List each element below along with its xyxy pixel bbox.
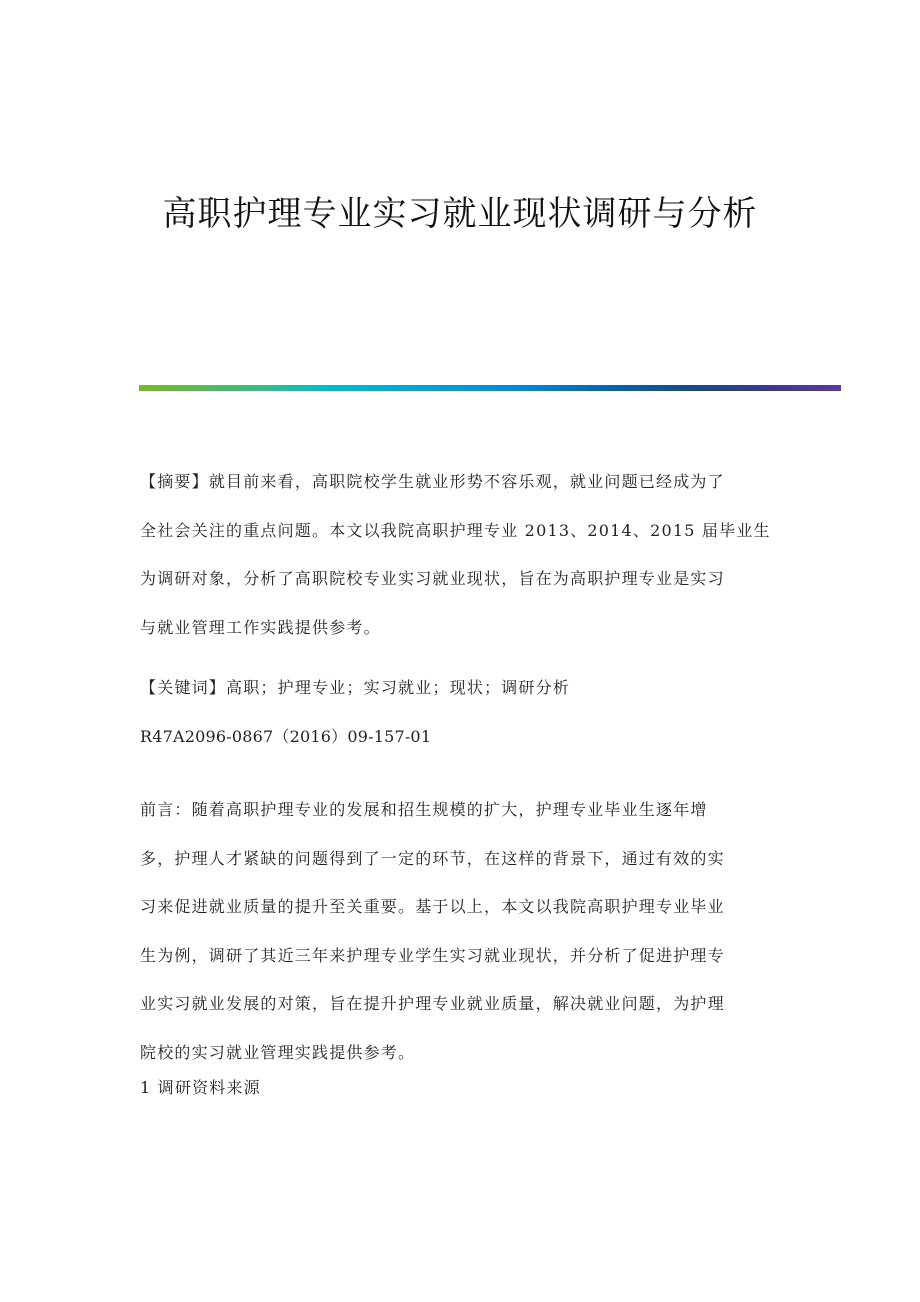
document-title: 高职护理专业实习就业现状调研与分析 [162, 194, 758, 234]
classification-code [140, 713, 780, 762]
preface-line: 习来促进就业质量的提升至关重要。基于以上，本文以我院高职护理专业毕业 [140, 897, 725, 916]
preface-paragraph [140, 786, 780, 1077]
abstract-line: 为调研对象，分析了高职院校专业实习就业现状，旨在为高职护理专业是实习 [140, 569, 725, 588]
abstract-line [140, 458, 780, 507]
keywords-line [140, 664, 780, 713]
keywords-label: 【关键词】 [140, 678, 227, 697]
classification-text: R47A2096-0867（2016）09-157-01 [140, 727, 432, 746]
preface-line: 生为例，调研了其近三年来护理专业学生实习就业现状，并分析了促进护理专 [140, 945, 725, 965]
preface-line: 业实习就业发展的对策，旨在提升护理专业就业质量，解决就业问题，为护理 [140, 994, 725, 1013]
abstract-line: 全社会关注的重点问题。本文以我院高职护理专业 2013、2014、2015 届毕业生 [140, 520, 771, 540]
preface-line: 院校的实习就业管理实践提供参考。 [140, 1042, 416, 1062]
preface-line: 多，护理人才紧缺的问题得到了一定的环节，在这样的背景下，通过有效的实 [140, 848, 725, 868]
preface-line: 前言：随着高职护理专业的发展和招生规模的扩大，护理专业毕业生逐年增 [140, 800, 708, 819]
section-heading [140, 1064, 780, 1113]
abstract-paragraph [140, 458, 780, 652]
abstract-text: 就目前来看，高职院校学生就业形势不容乐观，就业问题已经成为了 [208, 472, 725, 491]
abstract-label: 【摘要】 [140, 472, 209, 491]
keywords-text: 高职；护理专业；实习就业；现状；调研分析 [226, 678, 571, 697]
keywords-paragraph [140, 664, 780, 713]
abstract-line: 与就业管理工作实践提供参考。 [140, 617, 381, 637]
gradient-divider [139, 385, 841, 391]
section-heading-text: 1 调研资料来源 [140, 1078, 261, 1097]
